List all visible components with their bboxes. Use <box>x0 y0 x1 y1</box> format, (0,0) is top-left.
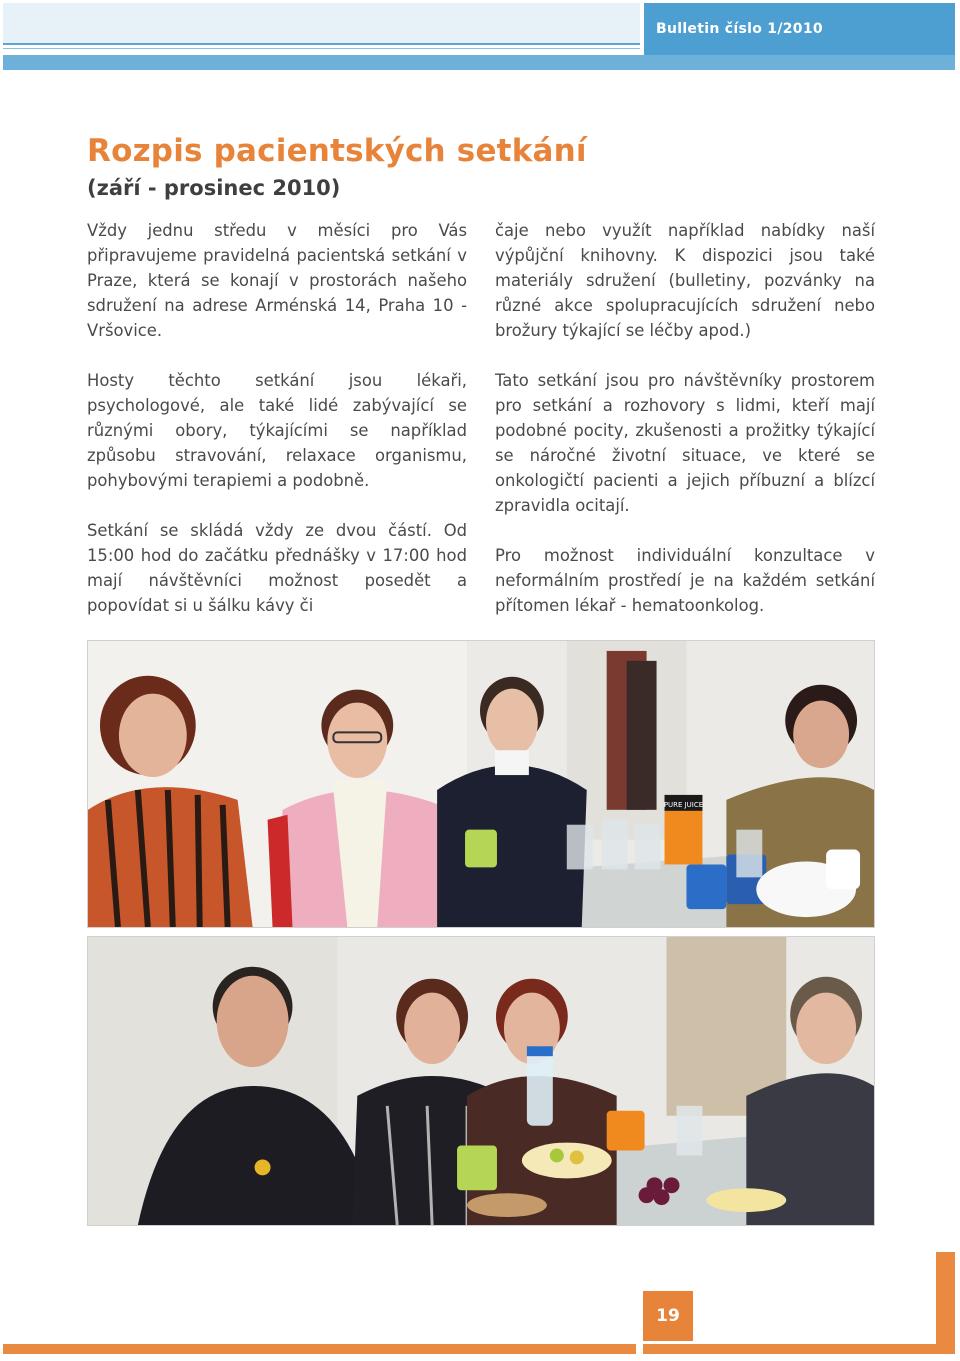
header-band <box>3 3 640 43</box>
meeting-photo-2 <box>87 936 875 1226</box>
bulletin-label: Bulletin číslo 1/2010 <box>644 3 955 55</box>
footer-bar-right <box>643 1344 955 1354</box>
paragraph: Vždy jednu středu v měsíci pro Vás připravujeme pravidelná pacientská setkání v Praze, která se konají v prostorách našeho sdružení na adrese Arménská 14, Praha 10 - Vršovice. <box>87 221 467 340</box>
header-strip <box>3 55 955 70</box>
paragraph: čaje nebo využít například nabídky naší výpůjční knihovny. K dispozici jsou také materiály sdružení (bulletiny, pozvánky na různé akce spolupracujících sdružení nebo brožury týkající se léčby apod.) <box>495 221 875 340</box>
left-column <box>87 218 467 643</box>
article-title: Rozpis pacientských setkání <box>87 133 587 169</box>
paragraph: Pro možnost individuální konzultace v neformálním prostředí je na každém setkání přítomen lékař - hematoonkolog. <box>495 546 875 615</box>
header-rule <box>3 43 640 45</box>
header-rule-thin <box>3 48 640 49</box>
meeting-photo-1 <box>87 640 875 928</box>
juice-label: PURE JUICE <box>663 800 704 809</box>
right-column <box>495 218 875 643</box>
footer-bar <box>3 1344 636 1354</box>
paragraph: Setkání se skládá vždy ze dvou částí. Od 15:00 hod do začátku přednášky v 17:00 hod mají návštěvníci možnost posedět a popovídat si u šálku kávy či <box>87 521 467 615</box>
footer-side-bar <box>936 1252 955 1354</box>
page-number: 19 <box>643 1291 693 1341</box>
paragraph: Tato setkání jsou pro návštěvníky prostorem pro setkání a rozhovory s lidmi, kteří mají podobné pocity, zkušenosti a prožitky týkající se náročné životní situace, ve které se onkologičtí pacienti a jejich příbuzní a blízcí zpravidla ocitají. <box>495 371 875 515</box>
paragraph: Hosty těchto setkání jsou lékaři, psychologové, ale také lidé zabývající se různými obory, týkajícími se například způsobu stravování, relaxace organismu, pohybovými terapiemi a podobně. <box>87 371 467 490</box>
meeting-photo-2-illustration <box>88 937 874 1225</box>
article-subtitle: (září - prosinec 2010) <box>87 176 341 200</box>
meeting-photo-1-illustration <box>88 641 874 927</box>
